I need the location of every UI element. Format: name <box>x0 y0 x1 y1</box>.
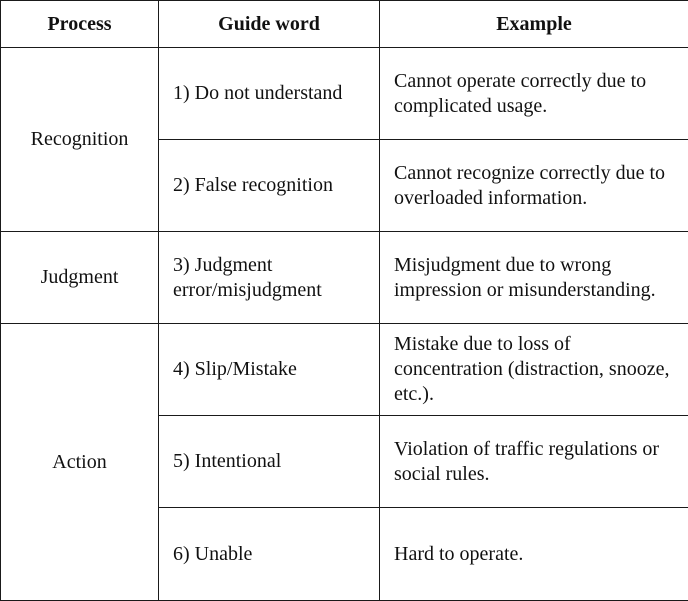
table-row <box>1 48 688 140</box>
guide-word-cell: 6) Unable <box>159 508 380 601</box>
process-recognition: Recognition <box>1 48 159 232</box>
table-header-row <box>1 1 688 48</box>
guide-word-cell: 2) False recognition <box>159 140 380 232</box>
example-cell: Hard to operate. <box>380 508 688 601</box>
guide-word-cell: 3) Judgment error/misjudgment <box>159 232 380 324</box>
process-judgment: Judgment <box>1 232 159 324</box>
example-cell: Misjudgment due to wrong impression or misunderstanding. <box>380 232 688 324</box>
example-cell: Cannot operate correctly due to complicated usage. <box>380 48 688 140</box>
example-cell: Cannot recognize correctly due to overloaded information. <box>380 140 688 232</box>
table-row <box>1 324 688 416</box>
header-example: Example <box>380 1 688 48</box>
header-guide-word: Guide word <box>159 1 380 48</box>
guide-word-cell: 1) Do not understand <box>159 48 380 140</box>
example-cell: Mistake due to loss of concentration (distraction, snooze, etc.). <box>380 324 688 416</box>
table-row <box>1 232 688 324</box>
process-action: Action <box>1 324 159 601</box>
example-cell: Violation of traffic regulations or social rules. <box>380 416 688 508</box>
guide-word-cell: 5) Intentional <box>159 416 380 508</box>
guide-word-cell: 4) Slip/Mistake <box>159 324 380 416</box>
header-process: Process <box>1 1 159 48</box>
